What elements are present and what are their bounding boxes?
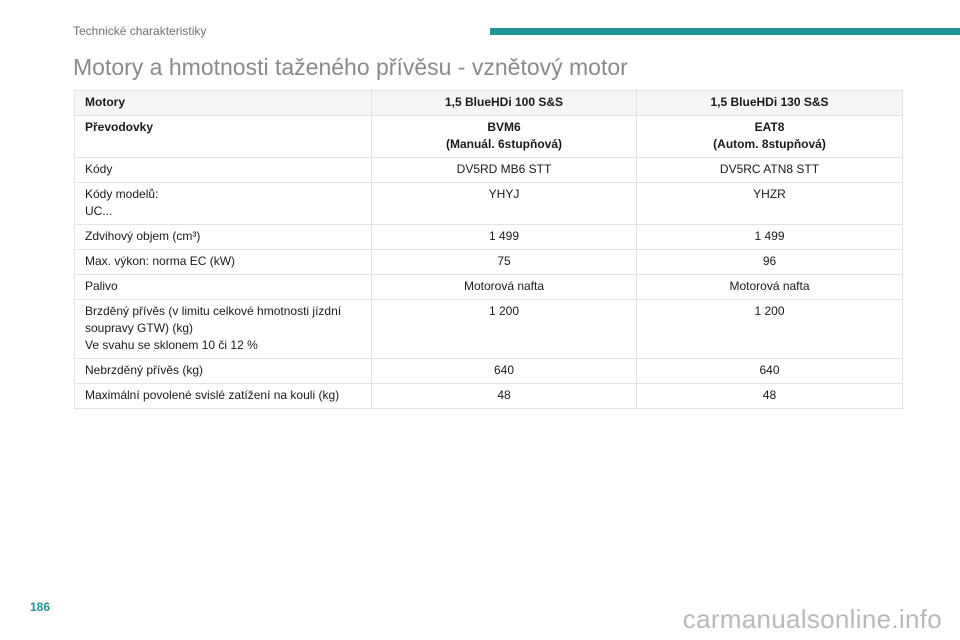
unbraked-col1: 640: [372, 359, 637, 384]
braked-col2: 1 200: [637, 300, 903, 359]
row-label-codes: Kódy: [75, 158, 372, 183]
table-row-power: [75, 250, 903, 275]
row-label-gearbox: Převodovky: [75, 116, 372, 158]
row-label-power: Max. výkon: norma EC (kW): [75, 250, 372, 275]
row-label-braked-trailer: [75, 300, 372, 359]
row-label-unbraked-trailer: Nebrzděný přívěs (kg): [75, 359, 372, 384]
header-cell-engine-100: 1,5 BlueHDi 100 S&S: [372, 91, 637, 116]
table-row-gearbox: [75, 116, 903, 158]
power-col2: 96: [637, 250, 903, 275]
table-row-fuel: [75, 275, 903, 300]
model-codes-label-line1: Kódy modelů:: [85, 187, 159, 201]
engine-spec-table: [74, 90, 903, 409]
row-label-displacement: Zdvihový objem (cm³): [75, 225, 372, 250]
braked-label-line1: Brzděný přívěs (v limitu celkové hmotnosti jízdní: [85, 304, 342, 318]
gearbox-col2-desc: (Autom. 8stupňová): [713, 137, 826, 151]
braked-col1: 1 200: [372, 300, 637, 359]
section-header: Technické charakteristiky: [73, 24, 207, 38]
codes-col1: DV5RD MB6 STT: [372, 158, 637, 183]
row-label-fuel: Palivo: [75, 275, 372, 300]
table-row-displacement: [75, 225, 903, 250]
gearbox-col1-code: BVM6: [487, 120, 521, 134]
page-number: 186: [30, 600, 51, 614]
table-row-braked-trailer: [75, 300, 903, 359]
model-codes-col2: YHZR: [637, 183, 903, 225]
fuel-col1: Motorová nafta: [372, 275, 637, 300]
codes-col2: DV5RC ATN8 STT: [637, 158, 903, 183]
table-header-row: [75, 91, 903, 116]
gearbox-col1-desc: (Manuál. 6stupňová): [445, 137, 562, 151]
nose-weight-col2: 48: [637, 384, 903, 409]
displacement-col1: 1 499: [372, 225, 637, 250]
fuel-col2: Motorová nafta: [637, 275, 903, 300]
row-label-nose-weight: Maximální povolené svislé zatížení na kouli (kg): [75, 384, 372, 409]
header-cell-engines: Motory: [75, 91, 372, 116]
model-codes-label-line2: UC...: [85, 204, 113, 218]
gearbox-col2: [637, 116, 903, 158]
braked-label-line3: Ve svahu se sklonem 10 či 12 %: [85, 338, 258, 352]
header-cell-engine-130: 1,5 BlueHDi 130 S&S: [637, 91, 903, 116]
gearbox-col2-code: EAT8: [754, 120, 785, 134]
unbraked-col2: 640: [637, 359, 903, 384]
table-row-unbraked-trailer: [75, 359, 903, 384]
gearbox-col1: [372, 116, 637, 158]
watermark: carmanualsonline.info: [682, 604, 942, 634]
header-accent-bar: [490, 28, 960, 35]
row-label-model-codes: [75, 183, 372, 225]
power-col1: 75: [372, 250, 637, 275]
braked-label-line2: soupravy GTW) (kg): [85, 321, 194, 335]
table-row-model-codes: [75, 183, 903, 225]
table-row-codes: [75, 158, 903, 183]
model-codes-col1: YHYJ: [372, 183, 637, 225]
nose-weight-col1: 48: [372, 384, 637, 409]
table-row-nose-weight: [75, 384, 903, 409]
displacement-col2: 1 499: [637, 225, 903, 250]
page-title: Motory a hmotnosti taženého přívěsu - vznětový motor: [73, 54, 628, 80]
